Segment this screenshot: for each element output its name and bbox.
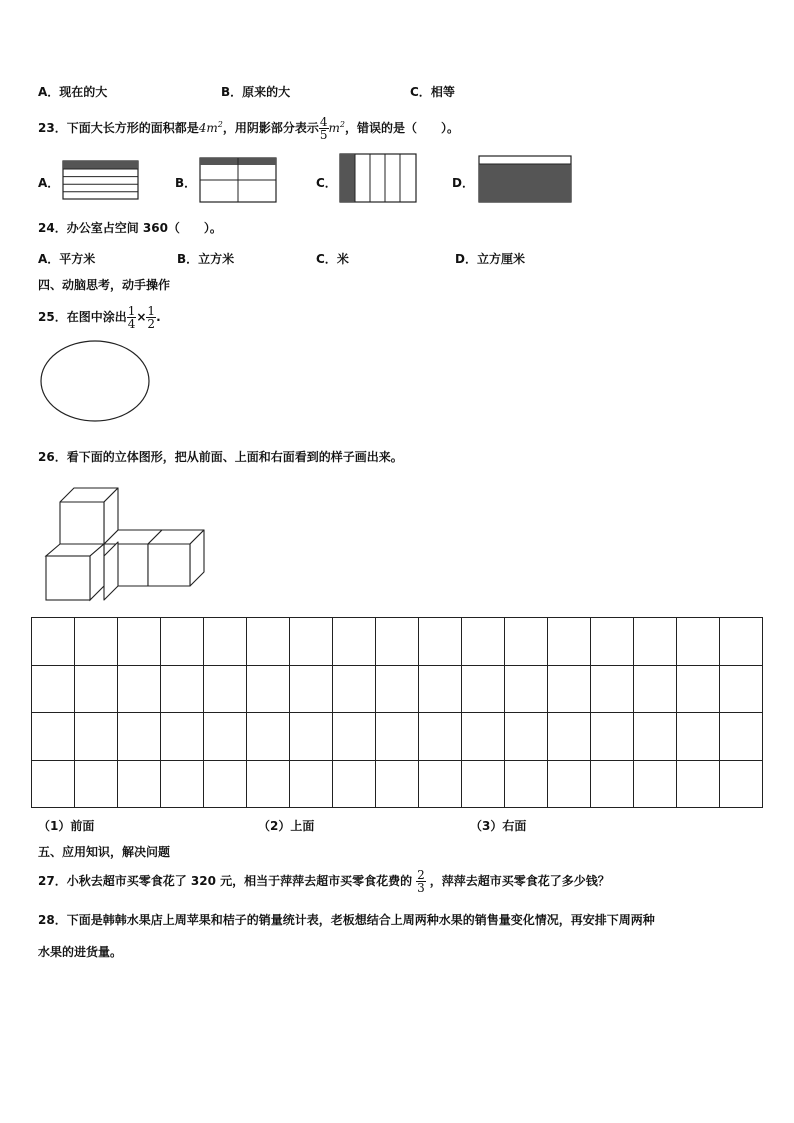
grid-cell[interactable] xyxy=(161,665,204,713)
grid-cell[interactable] xyxy=(677,665,720,713)
grid-cell[interactable] xyxy=(290,618,333,666)
grid-cell[interactable] xyxy=(247,713,290,761)
q26-drawing-grid[interactable] xyxy=(31,617,763,808)
grid-cell[interactable] xyxy=(634,760,677,808)
grid-cell[interactable] xyxy=(32,618,75,666)
grid-row xyxy=(32,665,763,713)
q24-option-d: D．立方厘米 xyxy=(455,252,525,266)
q23-question: 23．下面大长方形的面积都是$4m^2$，用阴影部分表示 $\frac{4}{5}$ $m^2$，错误的是（ ）。 xyxy=(38,115,459,142)
grid-cell[interactable] xyxy=(118,713,161,761)
q26-label-top: （2）上面 xyxy=(258,819,315,833)
q26-question: 26．看下面的立体图形，把从前面、上面和右面看到的样子画出来。 xyxy=(38,450,403,464)
grid-cell[interactable] xyxy=(591,618,634,666)
grid-cell[interactable] xyxy=(720,713,763,761)
q24-option-b: B．立方米 xyxy=(177,252,235,266)
grid-cell[interactable] xyxy=(419,618,462,666)
grid-cell[interactable] xyxy=(419,665,462,713)
q23-option-a-label: A． xyxy=(38,176,60,190)
q24-question: 24．办公室占空间 360（ ）。 xyxy=(38,221,222,235)
grid-cell[interactable] xyxy=(376,713,419,761)
grid-cell[interactable] xyxy=(462,618,505,666)
grid-cell[interactable] xyxy=(677,760,720,808)
grid-cell[interactable] xyxy=(204,618,247,666)
grid-cell[interactable] xyxy=(333,760,376,808)
grid-cell[interactable] xyxy=(505,713,548,761)
grid-cell[interactable] xyxy=(204,713,247,761)
grid-cell[interactable] xyxy=(32,713,75,761)
grid-cell[interactable] xyxy=(505,665,548,713)
grid-cell[interactable] xyxy=(505,618,548,666)
grid-cell[interactable] xyxy=(75,618,118,666)
grid-cell[interactable] xyxy=(204,665,247,713)
grid-cell[interactable] xyxy=(247,665,290,713)
grid-cell[interactable] xyxy=(462,713,505,761)
grid-cell[interactable] xyxy=(376,618,419,666)
grid-cell[interactable] xyxy=(505,760,548,808)
grid-cell[interactable] xyxy=(376,760,419,808)
grid-cell[interactable] xyxy=(548,665,591,713)
q27-question: 27．小秋去超市买零食花了 320 元，相当于萍萍去超市买零食花费的 $\frac{2}{3}$ ，萍萍去超市买零食花了多少钱？ xyxy=(38,868,610,895)
grid-row xyxy=(32,760,763,808)
grid-cell[interactable] xyxy=(677,713,720,761)
q22-option-a: A．现在的大 xyxy=(38,85,108,99)
grid-row xyxy=(32,713,763,761)
grid-cell[interactable] xyxy=(161,713,204,761)
grid-cell[interactable] xyxy=(118,760,161,808)
q23-option-c-label: C． xyxy=(316,176,337,190)
section-5-title: 五、应用知识，解决问题 xyxy=(38,845,171,859)
grid-cell[interactable] xyxy=(376,665,419,713)
grid-cell[interactable] xyxy=(720,665,763,713)
grid-cell[interactable] xyxy=(634,713,677,761)
q22-option-c: C．相等 xyxy=(410,85,455,99)
grid-cell[interactable] xyxy=(548,713,591,761)
q28-question-line2: 水果的进货量。 xyxy=(38,945,123,959)
grid-cell[interactable] xyxy=(333,618,376,666)
grid-cell[interactable] xyxy=(419,760,462,808)
grid-cell[interactable] xyxy=(720,760,763,808)
grid-cell[interactable] xyxy=(419,713,462,761)
grid-cell[interactable] xyxy=(75,760,118,808)
q23-option-b-label: B． xyxy=(175,176,197,190)
grid-cell[interactable] xyxy=(634,618,677,666)
grid-cell[interactable] xyxy=(548,760,591,808)
grid-cell[interactable] xyxy=(290,713,333,761)
grid-cell[interactable] xyxy=(462,760,505,808)
q23-area: $4m^2$ xyxy=(198,120,223,135)
grid-cell[interactable] xyxy=(118,665,161,713)
grid-cell[interactable] xyxy=(548,618,591,666)
grid-cell[interactable] xyxy=(634,665,677,713)
q23-figure-b xyxy=(199,157,279,205)
q23-figure-a xyxy=(62,160,140,202)
grid-cell[interactable] xyxy=(75,713,118,761)
q23-option-d-label: D． xyxy=(452,176,474,190)
grid-cell[interactable] xyxy=(677,618,720,666)
grid-cell[interactable] xyxy=(32,760,75,808)
section-4-title: 四、动脑思考，动手操作 xyxy=(38,278,171,292)
grid-cell[interactable] xyxy=(290,665,333,713)
q22-option-b: B．原来的大 xyxy=(221,85,291,99)
grid-cell[interactable] xyxy=(247,618,290,666)
grid-cell[interactable] xyxy=(591,713,634,761)
q23-figure-c xyxy=(339,153,419,205)
grid-cell[interactable] xyxy=(161,760,204,808)
grid-cell[interactable] xyxy=(118,618,161,666)
grid-cell[interactable] xyxy=(32,665,75,713)
grid-cell[interactable] xyxy=(204,760,247,808)
grid-cell[interactable] xyxy=(333,713,376,761)
q24-option-c: C．米 xyxy=(316,252,349,266)
grid-cell[interactable] xyxy=(720,618,763,666)
grid-cell[interactable] xyxy=(247,760,290,808)
grid-cell[interactable] xyxy=(75,665,118,713)
q25-question: 25．在图中涂出 $\frac{1}{4}$ × $\frac{1}{2}$ . xyxy=(38,304,161,331)
grid-row xyxy=(32,618,763,666)
q24-option-a: A．平方米 xyxy=(38,252,96,266)
grid-cell[interactable] xyxy=(462,665,505,713)
q23-fraction: $\frac{4}{5}$ xyxy=(319,115,328,142)
grid-cell[interactable] xyxy=(591,665,634,713)
grid-cell[interactable] xyxy=(333,665,376,713)
q26-label-right: （3）右面 xyxy=(470,819,527,833)
q26-cube-figure xyxy=(44,486,208,604)
q23-figure-d xyxy=(478,155,574,205)
q26-label-front: （1）前面 xyxy=(38,819,95,833)
grid-cell[interactable] xyxy=(161,618,204,666)
q28-question-line1: 28．下面是韩韩水果店上周苹果和桔子的销量统计表，老板想结合上周两种水果的销售量变化情况，再安排下周两种 xyxy=(38,913,655,927)
grid-cell[interactable] xyxy=(290,760,333,808)
grid-cell[interactable] xyxy=(591,760,634,808)
q25-ellipse[interactable] xyxy=(39,339,153,425)
